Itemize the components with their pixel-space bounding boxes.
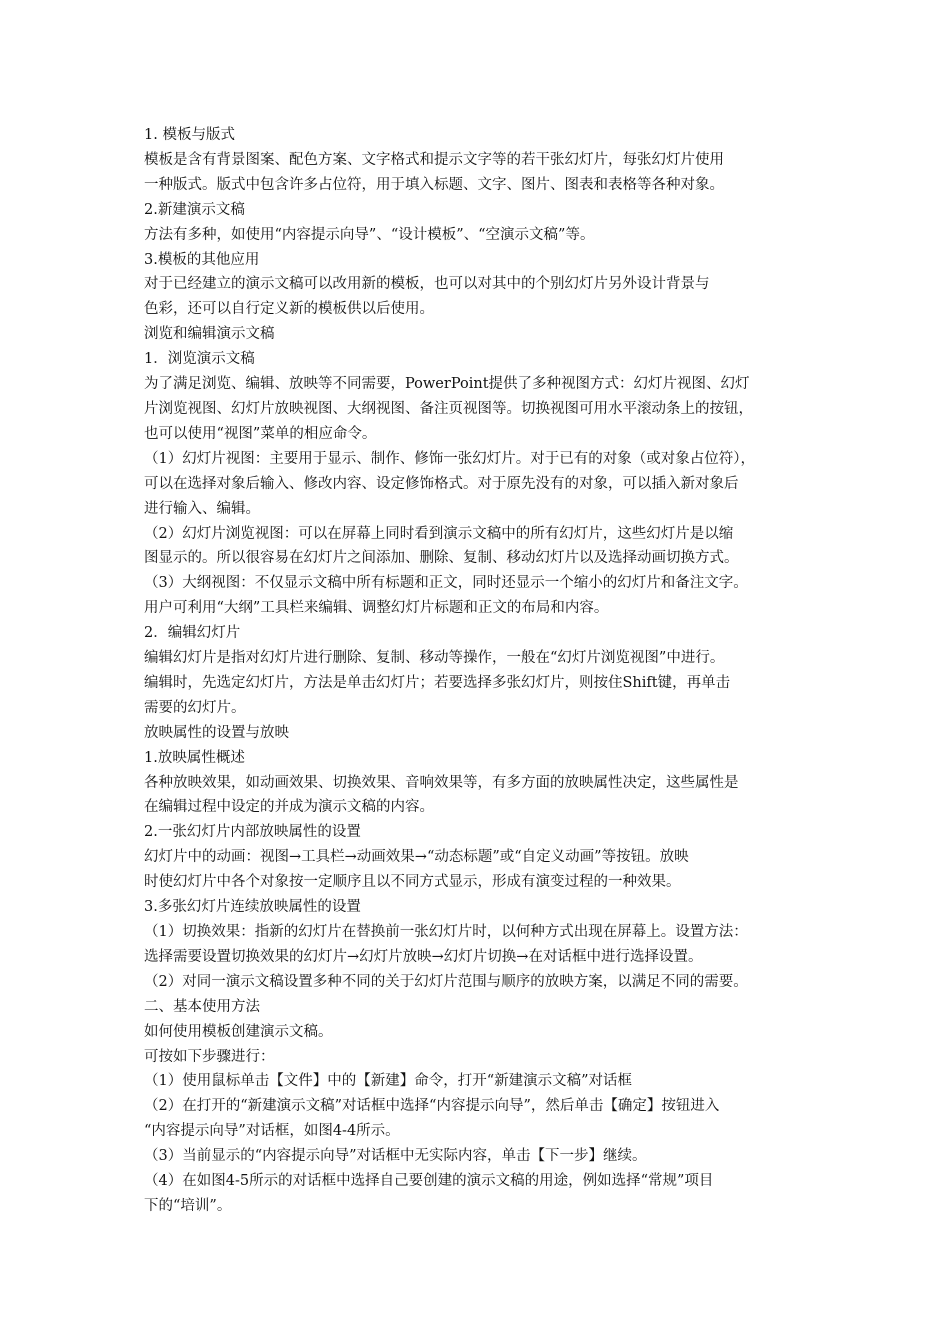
text-line: 也可以使用“视图”菜单的相应命令。 (144, 425, 377, 442)
text-line: 编辑时，先选定幻灯片，方法是单击幻灯片；若要选择多张幻灯片，则按住Shift键，再单击 (144, 674, 731, 691)
text-line: 用户可利用“大纲”工具栏来编辑、调整幻灯片标题和正文的布局和内容。 (144, 600, 609, 617)
text-line: 如何使用模板创建演示文稿。 (144, 1023, 333, 1040)
text-line: 1．浏览演示文稿 (144, 351, 255, 368)
text-line: 图显示的。所以很容易在幻灯片之间添加、删除、复制、移动幻灯片以及选择动画切换方式。 (144, 550, 739, 567)
text-line: 选择需要设置切换效果的幻灯片→幻灯片放映→幻灯片切换→在对话框中进行选择设置。 (144, 948, 703, 965)
text-line: 3.多张幻灯片连续放映属性的设置 (144, 899, 361, 916)
text-line: 可按如下步骤进行： (144, 1048, 275, 1065)
text-line: （2）对同一演示文稿设置多种不同的关于幻灯片范围与顺序的放映方案，以满足不同的需要。 (144, 973, 748, 990)
text-line: （1）切换效果：指新的幻灯片在替换前一张幻灯片时，以何种方式出现在屏幕上。设置方法： (144, 924, 748, 940)
text-line: 下的“培训”。 (144, 1197, 232, 1214)
text-line: “内容提示向导”对话框，如图4-4所示。 (144, 1123, 400, 1140)
text-line: 时使幻灯片中各个对象按一定顺序且以不同方式显示，形成有演变过程的一种效果。 (144, 874, 681, 891)
text-line: （3）当前显示的“内容提示向导”对话框中无实际内容，单击【下一步】继续。 (144, 1148, 647, 1165)
text-line: 放映属性的设置与放映 (144, 724, 289, 741)
text-line: 色彩，还可以自行定义新的模板供以后使用。 (144, 301, 434, 318)
text-line: 各种放映效果，如动画效果、切换效果、音响效果等，有多方面的放映属性决定，这些属性是 (144, 774, 739, 791)
text-line: 3.模板的其他应用 (144, 251, 260, 268)
document-body (144, 123, 824, 1219)
text-line: 2.一张幻灯片内部放映属性的设置 (144, 824, 361, 841)
text-line: （2）幻灯片浏览视图：可以在屏幕上同时看到演示文稿中的所有幻灯片，这些幻灯片是以缩 (144, 525, 734, 542)
text-line: 对于已经建立的演示文稿可以改用新的模板，也可以对其中的个别幻灯片另外设计背景与 (144, 276, 710, 293)
text-line: 一种版式。版式中包含许多占位符，用于填入标题、文字、图片、图表和表格等各种对象。 (144, 176, 724, 193)
text-line: （1）使用鼠标单击【文件】中的【新建】命令，打开“新建演示文稿”对话框 (144, 1073, 633, 1090)
text-line: （1）幻灯片视图：主要用于显示、制作、修饰一张幻灯片。对于已有的对象（或对象占位符）， (144, 450, 755, 467)
text-line: 可以在选择对象后输入、修改内容、设定修饰格式。对于原先没有的对象，可以插入新对象后 (144, 475, 739, 492)
text-line: 模板是含有背景图案、配色方案、文字格式和提示文字等的若干张幻灯片，每张幻灯片使用 (144, 151, 724, 168)
text-line: 在编辑过程中设定的并成为演示文稿的内容。 (144, 799, 434, 816)
text-line: 进行输入、编辑。 (144, 500, 260, 517)
text-line: 方法有多种，如使用“内容提示向导”、“设计模板”、“空演示文稿”等。 (144, 226, 595, 243)
text-line: 幻灯片中的动画：视图→工具栏→动画效果→“动态标题”或“自定义动画”等按钮。放映 (144, 849, 689, 866)
text-line: 编辑幻灯片是指对幻灯片进行删除、复制、移动等操作，一般在“幻灯片浏览视图”中进行。 (144, 650, 725, 667)
text-line: （3）大纲视图：不仅显示文稿中所有标题和正文，同时还显示一个缩小的幻灯片和备注文字。 (144, 575, 748, 592)
text-line: （4）在如图4-5所示的对话框中选择自己要创建的演示文稿的用途，例如选择“常规”项目 (144, 1173, 714, 1190)
text-line: 2.新建演示文稿 (144, 201, 245, 218)
text-line: 1.放映属性概述 (144, 749, 245, 766)
text-line: 需要的幻灯片。 (144, 699, 246, 716)
text-line: 1. 模板与版式 (144, 127, 235, 143)
text-line: 浏览和编辑演示文稿 (144, 326, 275, 343)
text-line: 片浏览视图、幻灯片放映视图、大纲视图、备注页视图等。切换视图可用水平滚动条上的按钮， (144, 400, 753, 417)
text-line: 二、基本使用方法 (144, 998, 260, 1015)
text-line: （2）在打开的“新建演示文稿”对话框中选择“内容提示向导”，然后单击【确定】按钮进入 (144, 1098, 720, 1115)
text-line: 为了满足浏览、编辑、放映等不同需要，PowerPoint提供了多种视图方式：幻灯片视图、幻灯 (144, 376, 750, 393)
text-line: 2．编辑幻灯片 (144, 625, 241, 642)
